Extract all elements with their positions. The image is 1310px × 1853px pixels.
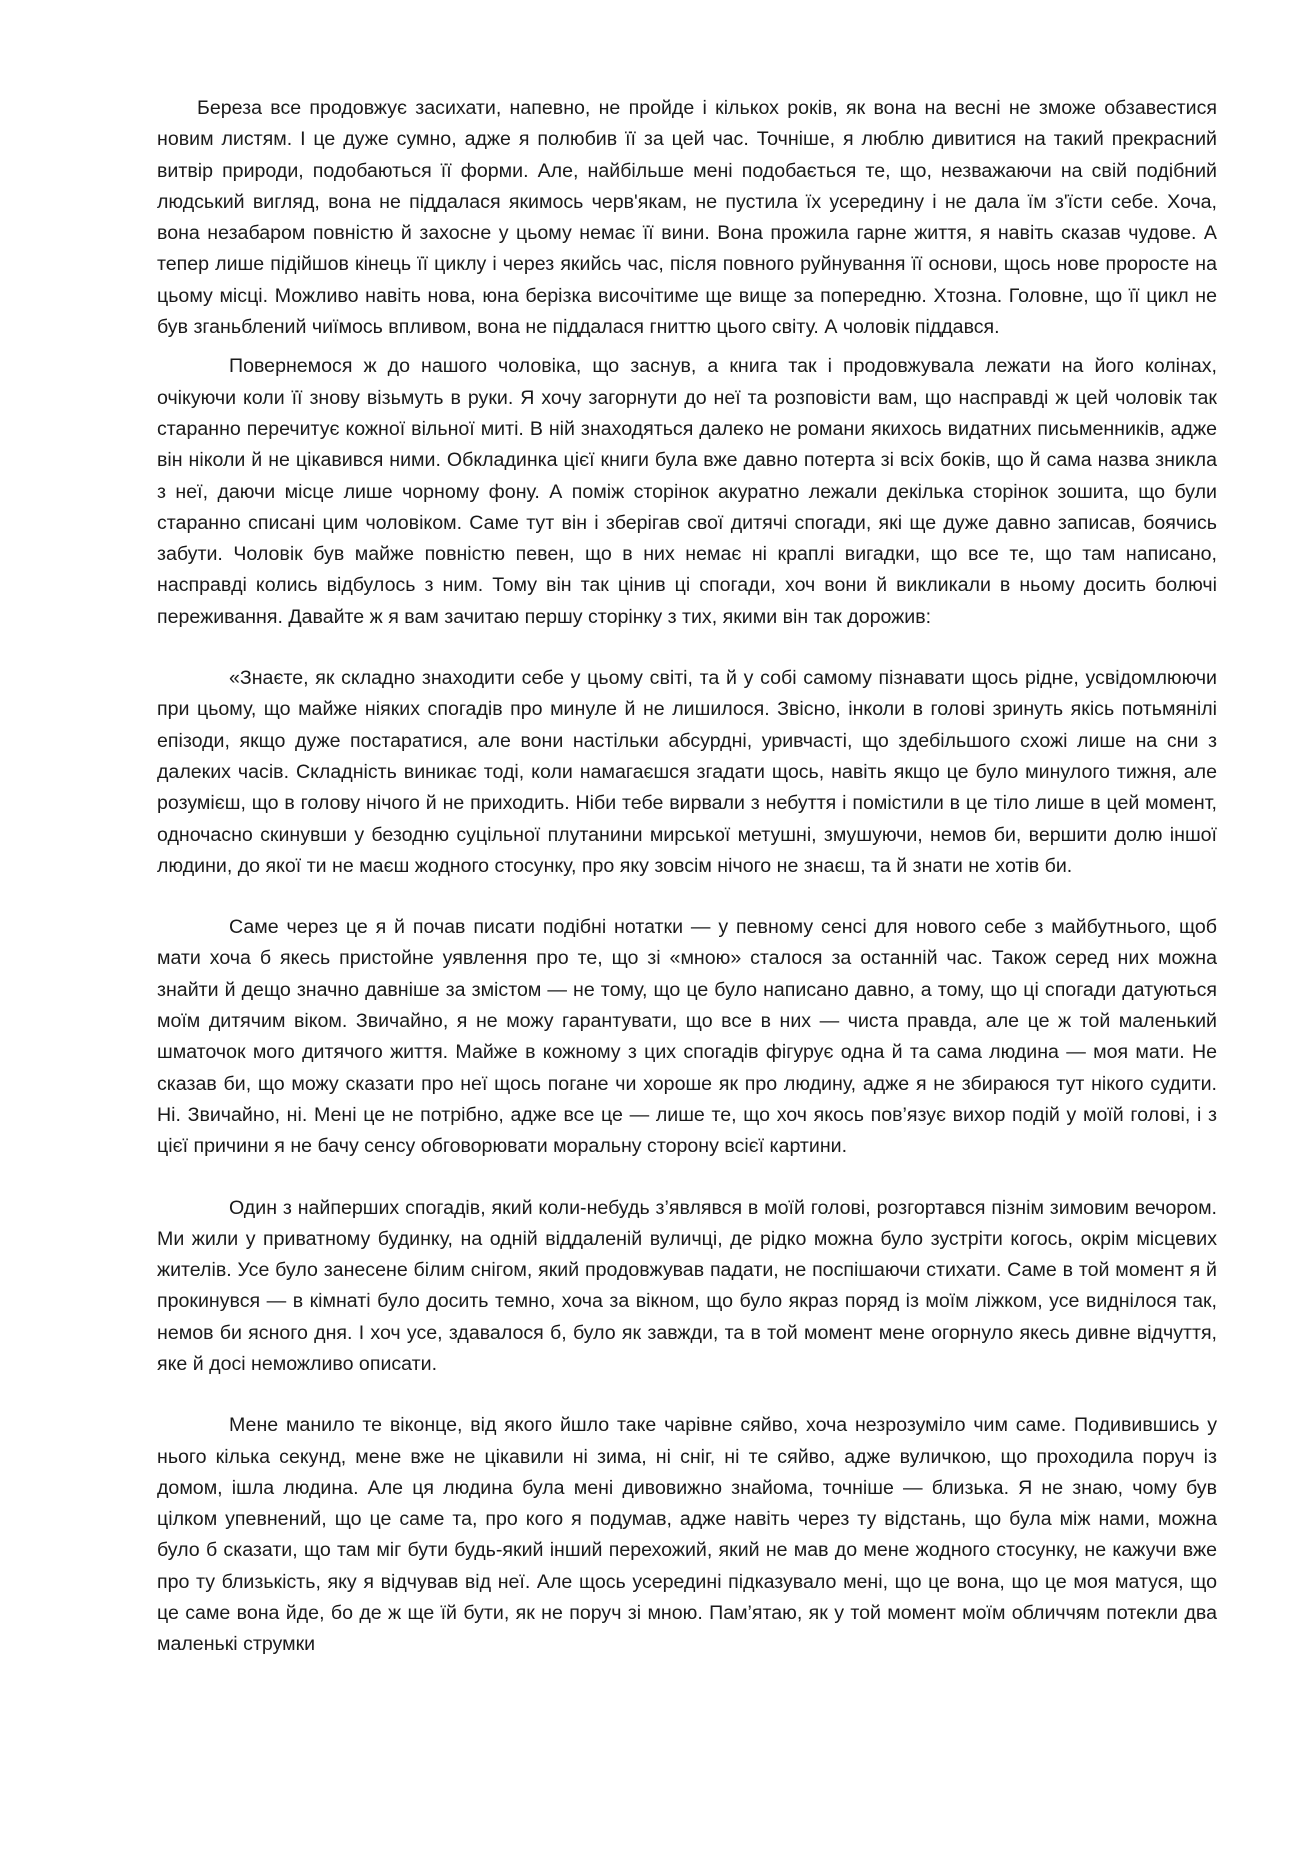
paragraph-return-to-man: Повернемося ж до нашого чоловіка, що заснув, а книга так і продовжувала лежати на його колінах, очікуючи коли її знову візьмуть в руки. Я хочу загорнути до неї та розповісти вам, що насправді ж цей чоловік так старанно перечитує кожної вільної миті. В ній знаходяться далеко не романи якихось видатних письменників, адже він ніколи й не цікавився ними. Обкладинка цієї книги була вже давно потерта зі всіх боків, що й сама назва зникла з неї, даючи місце лише чорному фону. А поміж сторінок акуратно лежали декілька сторінок зошита, що були старанно списані цим чоловіком. Саме тут він і зберігав свої дитячі спогади, які ще дуже давно записав, боячись забути. Чоловік був майже повністю певен, що в них немає ні краплі вигадки, що все те, що там написано, насправді колись відбулось з ним. Тому він так цінив ці спогади, хоч вони й викликали в ньому досить болючі переживання. Давайте ж я вам зачитаю першу сторінку з тих, якими він так дорожив:	[157, 355, 1217, 628]
paragraph-memoir-quote: «Знаєте, як складно знаходити себе у цьому світі, та й у собі самому пізнавати щось рідне, усвідомлюючи при цьому, що майже ніяких спогадів про минуле й не лишилося. Звісно, інколи в голові зринуть якісь потьмянілі епізоди, якщо дуже постаратися, але вони настільки абсурдні, уривчасті, що здебільшого схожі лише на сни з далеких часів. Складність виникає тоді, коли намагаєшся згадати щось, навіть якщо це було минулого тижня, але розумієш, що в голову нічого й не приходить. Ніби тебе вирвали з небуття і помістили в це тіло лише в цей момент, одночасно скинувши у безодню суцільної плутанини мирської метушні, змушуючи, немов би, вершити долю іншої людини, до якої ти не маєш жодного стосунку, про яку зовсім нічого не знаєш, та й знати не хотів би.	[157, 667, 1217, 877]
paragraph-first-memory: Один з найперших спогадів, який коли-небудь з’являвся в моїй голові, розгортався пізнім зимовим вечором. Ми жили у приватному будинку, на одній віддаленій вуличці, де рідко можна було зустріти когось, окрім місцевих жителів. Усе було занесене білим снігом, який продовжував падати, не поспішаючи стихати. Саме в той момент я й прокинувся — в кімнаті було досить темно, хоча за вікном, що було якраз поряд із моїм ліжком, усе виднілося так, немов би ясного дня. І хоч усе, здавалося б, було як завжди, та в той момент мене огорнуло якесь дивне відчуття, яке й досі неможливо описати.	[157, 1196, 1217, 1375]
document-page	[157, 93, 1217, 1691]
paragraph-notes: Саме через це я й почав писати подібні нотатки — у певному сенсі для нового себе з майбутнього, щоб мати хоча б якесь пристойне уявлення про те, що зі «мною» сталося за останній час. Також серед них можна знайти й дещо значно давніше за змістом — не тому, що це було написано давно, а тому, що ці спогади датуються моїм дитячим віком. Звичайно, я не можу гарантувати, що все в них — чиста правда, але це ж той маленький шматочок мого дитячого життя. Майже в кожному з цих спогадів фігурує одна й та сама людина — моя мати. Не сказав би, що можу сказати про неї щось погане чи хороше як про людину, адже я не збираюся тут нікого судити. Ні. Звичайно, ні. Мені це не потрібно, адже все це — лише те, що хоч якось пов’язує вихор подій у моїй голові, і з цієї причини я не бачу сенсу обговорювати моральну сторону всієї картини.	[157, 916, 1217, 1158]
paragraph-window: Мене манило те віконце, від якого йшло таке чарівне сяйво, хоча незрозуміло чим саме. Подивившись у нього кілька секунд, мене вже не цікавили ні зима, ні сніг, ні те сяйво, адже вуличкою, що проходила поруч із домом, ішла людина. Але ця людина була мені дивовижно знайома, точніше — близька. Я не знаю, чому був цілком упевнений, що це саме та, про кого я подумав, адже навіть через ту відстань, що була між нами, можна було б сказати, що там міг бути будь-який інший перехожий, який не мав до мене жодного стосунку, не кажучи вже про ту близькість, яку я відчував від неї. Але щось усередині підказувало мені, що це вона, що це моя матуся, що це саме вона йде, бо де ж ще їй бути, як не поруч зі мною. Пам’ятаю, як у той момент моїм обличчям потекли два маленькі струмки	[157, 1414, 1217, 1656]
paragraph-birch: Береза все продовжує засихати, напевно, не пройде і кількох років, як вона на весні не зможе обзавестися новим листям. І це дуже сумно, адже я полюбив її за цей час. Точніше, я люблю дивитися на такий прекрасний витвір природи, подобаються її форми. Але, найбільше мені подобається те, що, незважаючи на свій подібний людський вигляд, вона не піддалася якимось черв'якам, не пустила їх усередину і не дала їм з'їсти себе. Хоча, вона незабаром повністю й захосне у цьому немає її вини. Вона прожила гарне життя, я навіть сказав чудове. А тепер лише підійшов кінець її циклу і через якийсь час, після повного руйнування її основи, щось нове проросте на цьому місці. Можливо навіть нова, юна берізка височітиме ще вище за попередню. Хтозна. Головне, що її цикл не був зганьблений чиїмось впливом, вона не піддалася гниттю цього світу. А чоловік піддався.	[157, 97, 1217, 339]
